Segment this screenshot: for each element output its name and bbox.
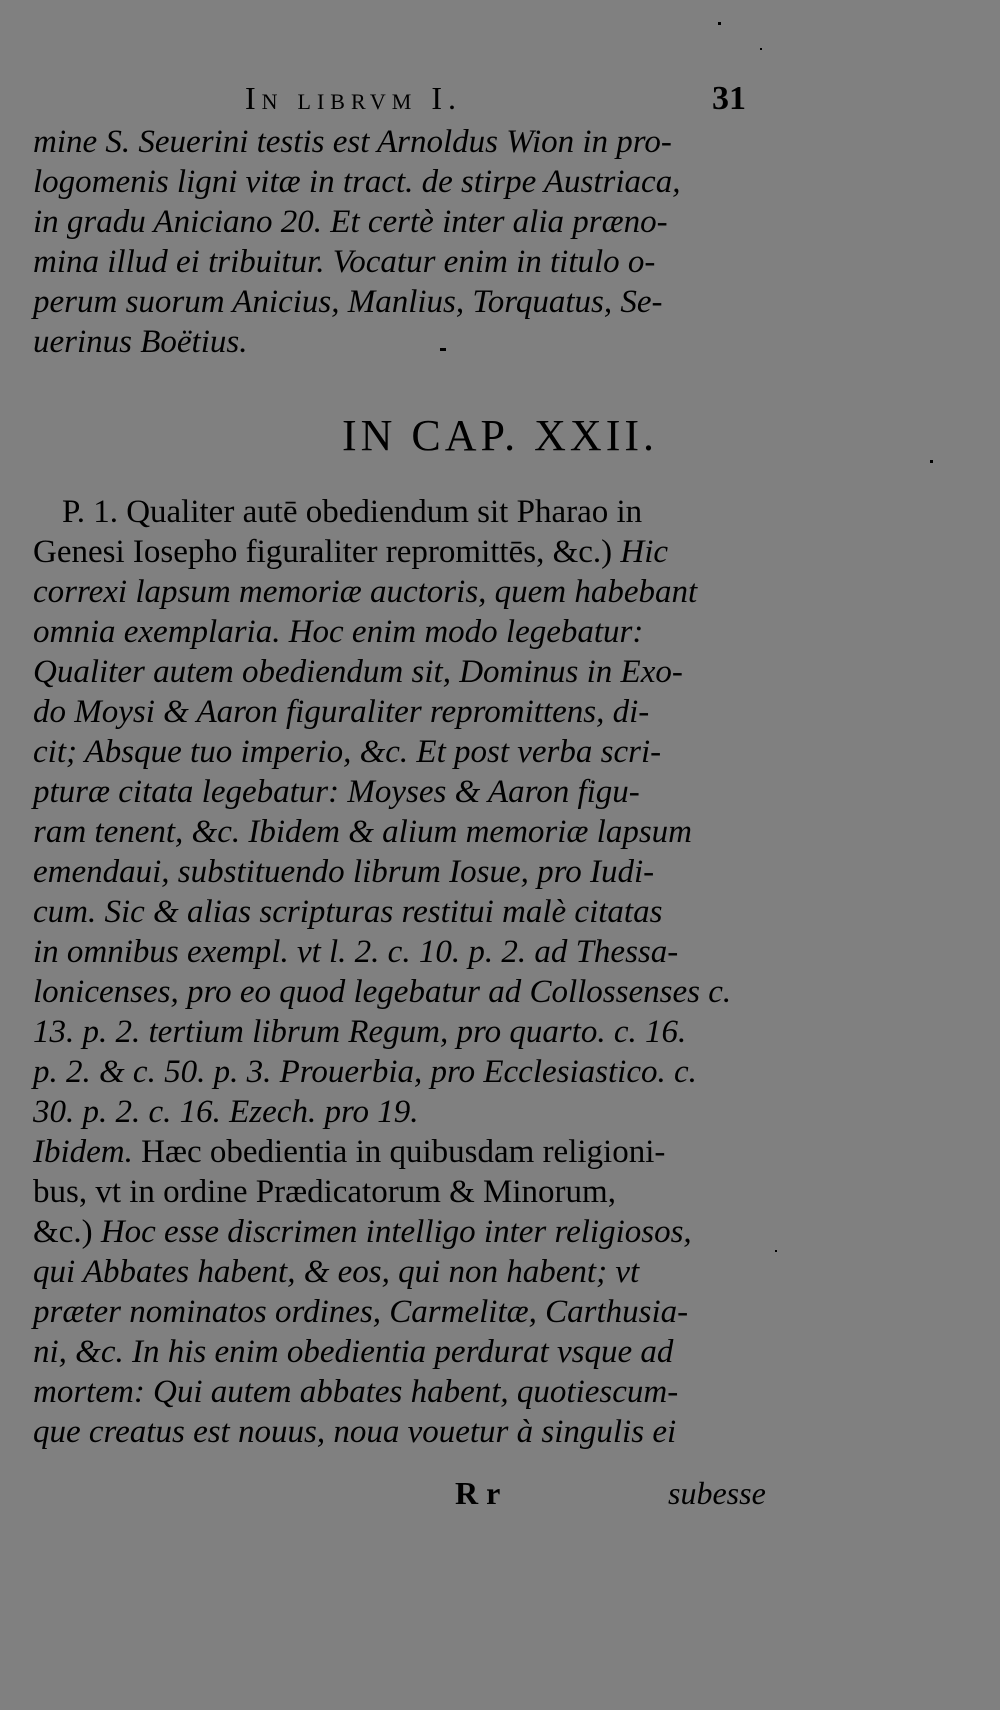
- text-line: præter nominatos ordines, Carmelitæ, Carthusia-: [33, 1294, 689, 1330]
- scan-speck: [760, 48, 762, 50]
- text-span: &c.): [33, 1214, 93, 1250]
- text-line: mina illud ei tribuitur. Vocatur enim in titulo o-: [33, 244, 656, 280]
- text-line: [33, 1212, 692, 1252]
- text-line: do Moysi & Aaron figuraliter repromittens, di-: [33, 694, 650, 730]
- text-line: correxi lapsum memoriæ auctoris, quem habebant: [33, 574, 698, 610]
- scan-speck: [718, 22, 721, 25]
- running-title: In librvm I.: [245, 80, 462, 116]
- text-span: Genesi Iosepho figuraliter repromittēs, &c.): [33, 534, 613, 570]
- text-line: [33, 1132, 665, 1172]
- text-line: Qualiter autem obediendum sit, Dominus in Exo-: [33, 654, 683, 690]
- text-line: p. 2. & c. 50. p. 3. Prouerbia, pro Ecclesiastico. c.: [33, 1054, 697, 1090]
- text-line: ni, &c. In his enim obedientia perdurat vsque ad: [33, 1334, 674, 1370]
- text-span: Hic: [612, 534, 669, 570]
- signature-mark: R r: [455, 1475, 501, 1511]
- text-line: [33, 532, 668, 572]
- scan-speck: [775, 1250, 777, 1252]
- text-line: logomenis ligni vitæ in tract. de stirpe Austriaca,: [33, 164, 681, 200]
- text-line: que creatus est nouus, noua vouetur à singulis ei: [33, 1414, 677, 1450]
- page-footer: [0, 1475, 1000, 1515]
- text-line: mortem: Qui autem abbates habent, quotiescum-: [33, 1374, 679, 1410]
- text-line: cum. Sic & alias scripturas restitui malè citatas: [33, 894, 663, 930]
- text-line: uerinus Boëtius.: [33, 324, 248, 360]
- text-line: emendaui, substituendo librum Iosue, pro Iudi-: [33, 854, 655, 890]
- text-span: Hoc esse discrimen intelligo inter religiosos,: [92, 1214, 692, 1250]
- scan-speck: [930, 460, 933, 463]
- text-span: Hæc obedientia in quibusdam religioni-: [132, 1134, 666, 1170]
- text-line: qui Abbates habent, & eos, qui non habent; vt: [33, 1254, 640, 1290]
- text-line: in gradu Aniciano 20. Et certè inter alia præno-: [33, 204, 668, 240]
- catchword: subesse: [668, 1475, 766, 1511]
- text-line: mine S. Seuerini testis est Arnoldus Wion in pro-: [33, 124, 672, 160]
- scan-speck: [440, 348, 446, 351]
- text-line: P. 1. Qualiter autē obediendum sit Pharao in: [62, 494, 643, 530]
- text-line: bus, vt in ordine Prædicatorum & Minorum,: [33, 1174, 616, 1210]
- text-line: perum suorum Anicius, Manlius, Torquatus, Se-: [33, 284, 663, 320]
- text-line: cit; Absque tuo imperio, &c. Et post verba scri-: [33, 734, 662, 770]
- text-line: 13. p. 2. tertium librum Regum, pro quarto. c. 16.: [33, 1014, 687, 1050]
- text-line: omnia exemplaria. Hoc enim modo legebatur:: [33, 614, 644, 650]
- section-heading: IN CAP. XXII.: [342, 411, 658, 460]
- text-line: 30. p. 2. c. 16. Ezech. pro 19.: [33, 1094, 419, 1130]
- text-line: lonicenses, pro eo quod legebatur ad Collossenses c.: [33, 974, 732, 1010]
- text-span: Ibidem.: [33, 1134, 133, 1170]
- text-line: in omnibus exempl. vt l. 2. c. 10. p. 2. ad Thessa-: [33, 934, 679, 970]
- page-number: 31: [712, 80, 746, 117]
- text-line: ram tenent, &c. Ibidem & alium memoriæ lapsum: [33, 814, 693, 850]
- text-line: pturæ citata legebatur: Moyses & Aaron figu-: [33, 774, 640, 810]
